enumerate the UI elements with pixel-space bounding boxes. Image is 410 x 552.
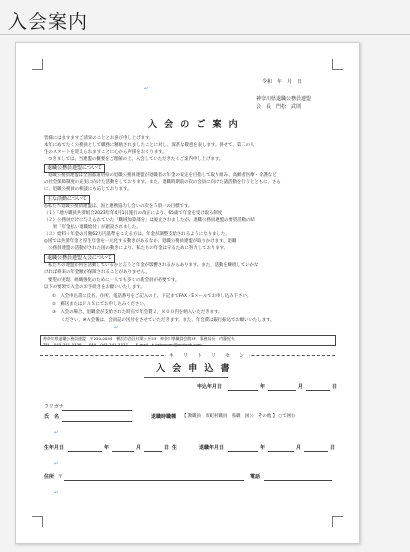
about-line: の社会保障制度の充実に向けた活動をしております。また、退職時期前の次の会員に向けた諸活動を行うとともに、さら bbox=[44, 180, 281, 185]
date-label: 申込年月日 bbox=[197, 384, 223, 390]
section-label-join: 退職公務員連盟入会について bbox=[44, 254, 115, 263]
join-line: ければ将来の年金額が保障されることがありません。 bbox=[44, 270, 150, 275]
join-line: ③ 入会の場合、退職金が支給された時点で年会費２，８００円を納入いただきます。 bbox=[52, 310, 223, 315]
furigana-label: フリガナ bbox=[44, 404, 64, 410]
activity-line: （２）公務員だけに与えられていた「職域加算部分」は廃止されましたが、退職公務員連盟の要望活動の結 bbox=[44, 218, 255, 223]
join-line: 私たちの連盟が何を活動しているかと言うと年金が影響されるからあります。また、活動を継続していかな bbox=[48, 263, 259, 268]
contact-line: TEL 045-341-3336 FAX 045-341-3337 E-mail k-taikouren@outlook.com bbox=[43, 342, 202, 347]
birth-year-field[interactable] bbox=[68, 451, 102, 452]
birth-month-unit: 月 bbox=[136, 445, 142, 451]
retire-day-unit: 日 bbox=[330, 445, 336, 451]
date-month-unit: 月 bbox=[298, 384, 304, 390]
cut-line-label: キ リ ト リ セ ン bbox=[166, 352, 249, 359]
address-field[interactable] bbox=[64, 480, 244, 481]
join-line: 要望の実現、組織強化のために一人でも多くの新会員が必要です。 bbox=[48, 278, 180, 283]
date-year-field[interactable] bbox=[228, 390, 258, 391]
date-day-field[interactable] bbox=[306, 390, 330, 391]
about-line: に、退職公務員の相談にも応じております。 bbox=[44, 187, 132, 192]
activity-line: 公務員連盟の活動がされた国の動きにより、私たちの年金は守るために努力しております。 bbox=[44, 246, 229, 251]
retire-year-unit: 年 bbox=[260, 445, 266, 451]
retire-month-field[interactable] bbox=[268, 451, 294, 452]
intro-line: 本年にめでたく公務員として職務に精励されましたことに対し、深甚な敬意を表します。併せて、第二の人 bbox=[44, 143, 255, 148]
date-day-unit: 日 bbox=[332, 384, 338, 390]
about-line: 退職公務員連盟は全国都道府県の退職公務員連盟が退職者の年金の安定を目指して取り組み、高齢者医療・介護など bbox=[48, 173, 277, 178]
paragraph-mark: ↵ bbox=[54, 430, 59, 436]
title-divider bbox=[0, 34, 410, 35]
letter-org: 神奈川県退職公務員連盟 bbox=[256, 96, 312, 102]
retire-day-field[interactable] bbox=[304, 451, 328, 452]
date-month-field[interactable] bbox=[268, 390, 296, 391]
activity-line: ◎国では共済年金と厚生年金を一元化する動きがあるなか、退職公務員連盟が取りかけます、退職 bbox=[44, 239, 237, 244]
document-preview[interactable] bbox=[15, 42, 360, 544]
name-label: 氏 名 bbox=[44, 414, 60, 420]
join-line: 以下の要領で入会のお手続きをお願いいたします。 bbox=[44, 285, 145, 290]
join-line: ください。※入会後は、会員誌の送付をさせていただきます。また、年会費は銀行振込でお願いいたします。 bbox=[52, 318, 275, 323]
contact-line: 神奈川県退職公務員連盟 〒220-0044 横浜市西区紅葉ヶ丘53 神奈川県職員会館3F 事務局長 内藤紀夫 bbox=[43, 336, 235, 341]
join-line: ② 郵送またはＦＡＸにてお申し込みください。 bbox=[52, 302, 149, 307]
section-label-about: 退職公務員連盟について bbox=[44, 164, 105, 173]
activity-line: 果「年金払い退職給付」が創設されました。 bbox=[44, 225, 141, 230]
name-field[interactable] bbox=[62, 421, 132, 422]
crop-mark-top-right bbox=[332, 59, 343, 70]
paragraph-mark: ↵ bbox=[54, 490, 59, 496]
address-label: 住所 bbox=[44, 474, 55, 480]
activity-line: （３）給料＋年金の月額62万円基準をこえる方は、年金が調整支給されるようになりました。 bbox=[44, 232, 230, 237]
page-title: 入会案内 bbox=[8, 11, 89, 33]
crop-mark-top-left bbox=[32, 59, 43, 70]
birth-month-field[interactable] bbox=[112, 451, 134, 452]
activity-line: ◎私たち退職公務員連盟は、国と連携協力し会いの次を５項一の目標です。 bbox=[44, 204, 193, 209]
birth-day-field[interactable] bbox=[144, 451, 162, 452]
intro-line: 皆様にはますますご清栄のこととお喜び申し上げます。 bbox=[44, 136, 154, 141]
birth-day-unit: 日 bbox=[164, 445, 170, 451]
retire-type-options[interactable]: 【 教職員 市町村職員 県職 国公 その他 】 ○で囲む bbox=[182, 414, 296, 419]
date-year-unit: 年 bbox=[260, 384, 266, 390]
retire-date-label: 退職年月日 bbox=[199, 445, 225, 451]
letter-heading: 入 会 の ご 案 内 bbox=[148, 120, 240, 130]
phone-field[interactable] bbox=[264, 480, 332, 481]
retire-year-field[interactable] bbox=[228, 451, 258, 452]
birth-year-unit: 年 bbox=[104, 445, 110, 451]
furigana-field[interactable] bbox=[62, 410, 132, 411]
phone-label: 電話 bbox=[250, 474, 261, 480]
birth-label: 生年月日 bbox=[44, 445, 65, 451]
form-heading-underline bbox=[144, 377, 228, 378]
paragraph-mark: ↵ bbox=[114, 325, 119, 331]
intro-line: 生のスタートを迎えられますことに心から声援をおくります。 bbox=[44, 150, 167, 155]
letter-signer: 会 長 門松 武則 bbox=[256, 104, 302, 110]
activity-line: （１）「地方職員共済組合2023年年4月1日施行の改正により、65歳で年金を受け取る制度 bbox=[44, 211, 223, 216]
retire-type-label: 退職時職種 bbox=[151, 414, 177, 420]
form-heading: 入 会 申 込 書 bbox=[156, 364, 232, 374]
crop-mark-bottom-left bbox=[32, 516, 43, 527]
join-line: ① 入会申込書に氏名、住所、電話番号をご記入の上、下記までFAX・Eメールでお申し込み下さい。 bbox=[52, 294, 252, 299]
retire-month-unit: 月 bbox=[296, 445, 302, 451]
postal-mark: 〒 bbox=[58, 474, 64, 480]
crop-mark-bottom-right bbox=[332, 516, 343, 527]
paragraph-mark: ↵ bbox=[144, 86, 149, 92]
section-label-activities: 主な活動について bbox=[44, 195, 90, 204]
letter-date: 令和 年 月 日 bbox=[262, 79, 303, 85]
paragraph-mark: ↵ bbox=[54, 461, 59, 467]
birth-suffix: 生 bbox=[172, 445, 178, 451]
intro-line: つきましては、当連盟の概要をご理解の上、入会していただきたくご案内申し上げます。 bbox=[48, 157, 224, 162]
